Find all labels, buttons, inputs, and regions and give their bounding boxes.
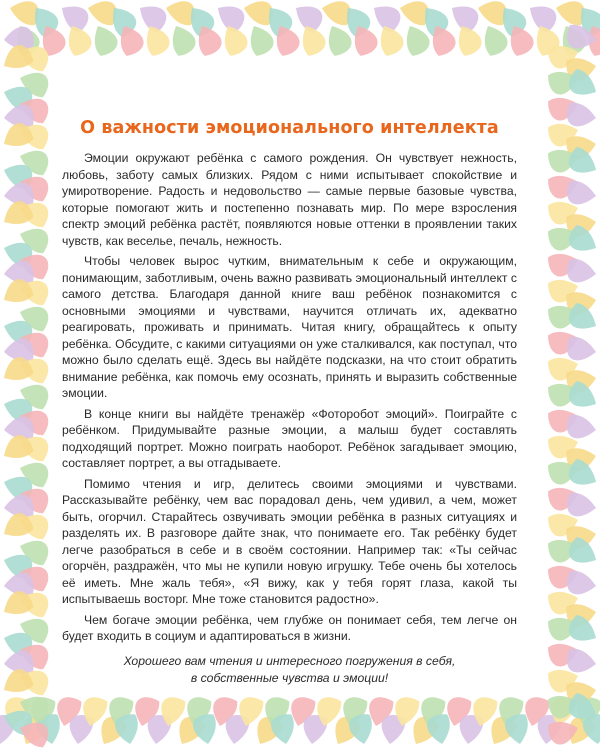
border-blade — [275, 24, 300, 56]
paragraph: Помимо чтения и игр, делитесь своими эмоциями и чувствами. Рассказывайте ребёнку, чем вас порадовал день, чем удивил, а чем, может быть, огорчил. Старайтесь озвучивать эмоции ребёнка в разных ситуациях и разделять их. В разговоре дайте знак, что понимаете его. Так ребёнку будет легче разобраться в себе и в своём состоянии. Например так: «Ты сейчас огорчён, раздражён, что мы не купили новую игрушку. Тебе очень бы хотелось её иметь. Мне жаль тебя», «Я вижу, как у тебя горят глаза, какой ты испытываешь восторг. Мне тоже становится радостно». — [62, 476, 517, 606]
border-blade — [249, 24, 274, 56]
page-title: О важности эмоционального интеллекта — [80, 118, 499, 138]
closing-line: Хорошего вам чтения и интересного погружения в себя, — [123, 653, 456, 668]
border-blade — [405, 24, 430, 56]
border-blade — [93, 24, 118, 56]
border-blade — [301, 24, 326, 56]
body-text — [62, 150, 517, 645]
paragraph: В конце книги вы найдёте тренажёр «Фоторобот эмоций». Поиграйте с ребёнком. Придумывайте разные эмоции, а малыш будет составлять подходящий портрет. Можно поиграть наоборот. Ребёнок загадывает эмоцию, составляет портрет, а вы отгадываете. — [62, 406, 517, 470]
border-blade — [223, 24, 248, 56]
border-blade — [327, 24, 352, 56]
border-blade — [353, 24, 378, 56]
page-content — [62, 118, 517, 687]
paragraph: Чем богаче эмоции ребёнка, чем глубже он понимает себя, тем легче он будет входить в социум и адаптироваться в жизни. — [62, 612, 517, 643]
border-blade — [483, 24, 508, 56]
paragraph: Чтобы человек вырос чутким, внимательным к себе и окружающим, понимающим, заботливым, очень важно развивать эмоциональный интеллект с самого детства. Благодаря данной книге ваш ребёнок познакомится с основными эмоциями и чувствами, научится отличать их, адекватно реагировать, проживать и принимать. Читая книгу, обращайтесь к опыту ребёнка. Обсудите, с какими ситуациями он уже сталкивался, как поступал, что можно было сделать ещё. Здесь вы найдёте подсказки, на что стоит обратить внимание ребёнка, как помочь ему осознать, принять и выразить собственные эмоции. — [62, 254, 517, 400]
border-blade — [509, 24, 534, 56]
border-blade — [67, 24, 92, 56]
border-blade — [145, 24, 170, 56]
border-blade — [379, 24, 404, 56]
paragraph: Эмоции окружают ребёнка с самого рождения. Он чувствует нежность, любовь, заботу самых близких. Рядом с ними испытывает спокойствие и умиротворение. Радость и недовольство — самые первые базовые чувства, которые помогают жить и постепенно познавать мир. По мере взросления спектр эмоций ребёнка растёт, появляются новые оттенки в проявлении таких чувств, как веселье, печаль, нежность. — [62, 151, 517, 248]
border-blade — [119, 24, 144, 56]
border-blade — [457, 24, 482, 56]
closing-line: в собственные чувства и эмоции! — [190, 670, 389, 685]
border-blade — [197, 24, 222, 56]
closing-wish — [62, 653, 517, 687]
border-blade — [431, 24, 456, 56]
border-blade — [171, 24, 196, 56]
